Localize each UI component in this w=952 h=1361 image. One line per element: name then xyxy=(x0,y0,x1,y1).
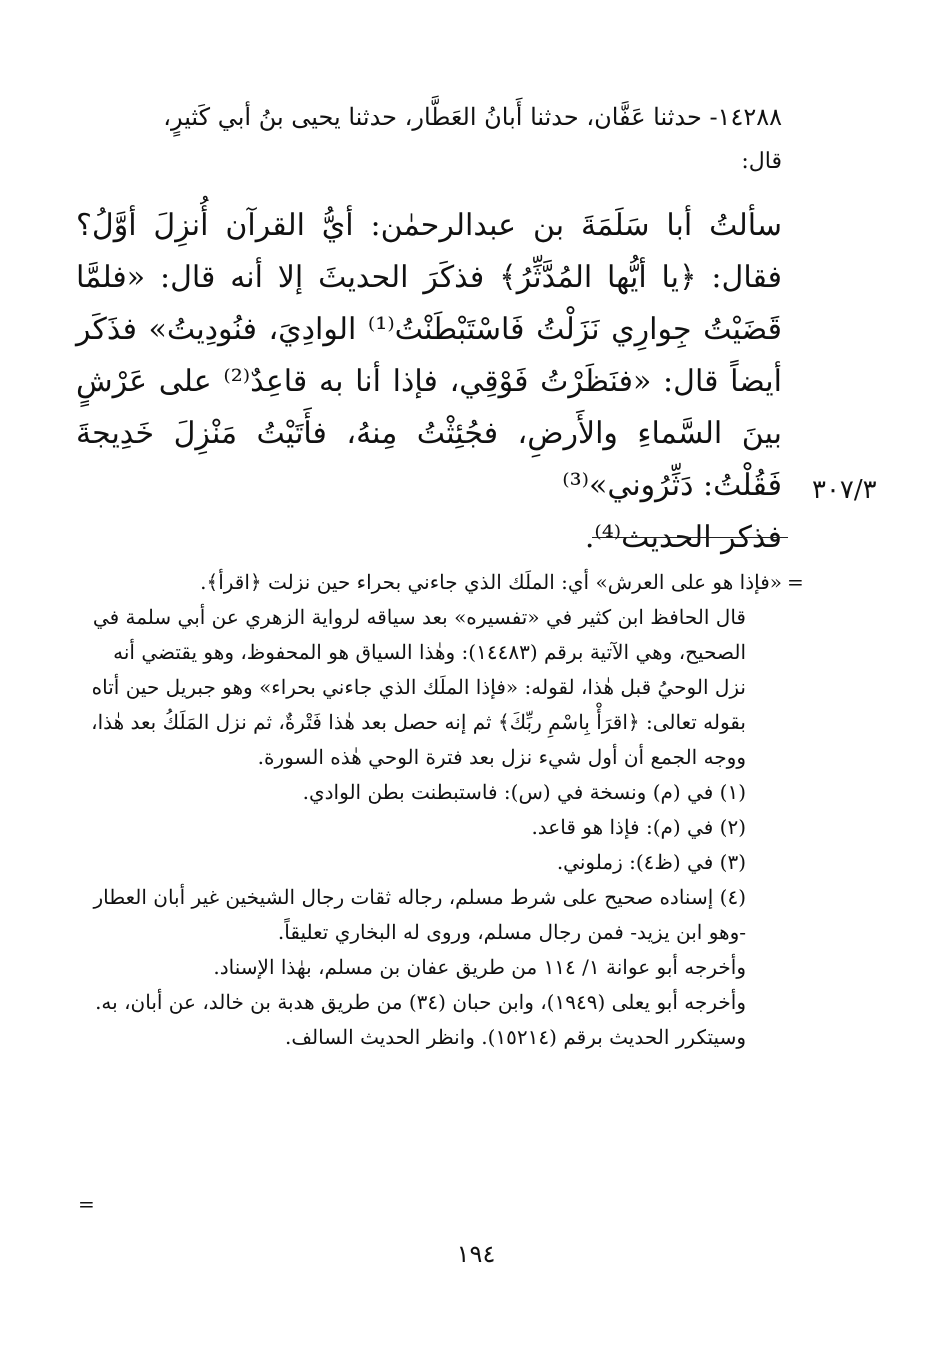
volume-page-reference: ٣٠٧/٣ xyxy=(812,475,877,505)
hadith-header: ١٤٢٨٨- حدثنا عَفَّان، حدثنا أَبانُ العَطَّار، حدثنا يحيى بنُ أبي كَثيرٍ، xyxy=(163,103,782,131)
footnote-item: (٤) إسناده صحيح على شرط مسلم، رجاله ثقات رجال الشيخين غير أبان العطار -وهو ابن يزيد- فمن رجال مسلم، وروى له البخاري تعليقاً. xyxy=(93,885,746,944)
hadith-text: سألتُ أبا سَلَمَةَ بن عبدالرحمٰن: أيُّ القرآن أُنزِلَ أوَّلُ؟ فقال: ﴿يا أيُّها المُدَّثِّرُ﴾ فذكَرَ الحديثَ إلا أنه قال: «فلمَّا قَضَيْتُ جِوارِي نَزَلْتُ فَاسْتَبْطَنْتُ⁽¹⁾ الوادِيَ، فنُودِيتُ» فذَكَر أيضاً قال: «فنَظَرْتُ فَوْقِي، فإذا أنا به قاعِدٌ⁽²⁾ على عَرْشٍ بينَ السَّماءِ والأَرضِ، فجُئِثْتُ مِنهُ، فأَتَيْتُ مَنْزِلَ خَدِيجةَ فَقُلْتُ: دَثِّرُوني»⁽³⁾ xyxy=(76,208,782,503)
end-continuation-mark: = xyxy=(78,1192,95,1216)
footnote-item: (٣) في (ظ٤): زملوني. xyxy=(556,850,746,874)
continuation-mark: = xyxy=(787,570,804,594)
footnote-item: (٢) في (م): فإذا هو قاعد. xyxy=(531,815,746,839)
footnotes xyxy=(76,565,782,1055)
footnote-line: قال الحافظ ابن كثير في «تفسيره» بعد سياقه لرواية الزهري عن أبي سلمة في الصحيح، وهي الآتية برقم (١٤٤٨٣): وهٰذا السياق هو المحفوظ، وهو يقتضي أنه نزل الوحيُ قبل هٰذا، لقوله: «فإذا الملَك الذي جاءني بحراء» وهو جبريل حين أتاه بقوله تعالى: ﴿اقرَأْ بِاسْمِ ربِّكَ﴾ ثم إنه حصل بعد هٰذا فَتْرةٌ، ثم نزل المَلَكُ بعد هٰذا، ووجه الجمع أن أول شيء نزل بعد فترة الوحي هٰذه السورة. xyxy=(91,605,746,769)
hadith-header-continuation: قال: xyxy=(741,149,782,174)
hadith-closing: فذكر الحديث⁽⁴⁾. xyxy=(584,520,782,555)
footnote-line: وأخرجه أبو عوانة ١/ ١١٤ من طريق عفان بن مسلم، بهٰذا الإسناد. xyxy=(213,955,746,979)
footnote-item: (١) في (م) ونسخة في (س): فاستبطنت بطن الوادي. xyxy=(302,780,746,804)
footnote-line: «فإذا هو على العرش» أي: الملَك الذي جاءني بحراء حين نزلت ﴿اقرأ﴾. xyxy=(200,570,782,594)
hadith-body xyxy=(76,200,782,564)
page-number: ١٩٤ xyxy=(456,1240,496,1268)
footnote-line: وأخرجه أبو يعلى (١٩٤٩)، وابن حبان (٣٤) من طريق هدبة بن خالد، عن أبان، به. xyxy=(95,990,746,1014)
footnote-separator xyxy=(592,537,788,538)
footnote-line: وسيتكرر الحديث برقم (١٥٢١٤). وانظر الحديث السالف. xyxy=(284,1025,746,1049)
